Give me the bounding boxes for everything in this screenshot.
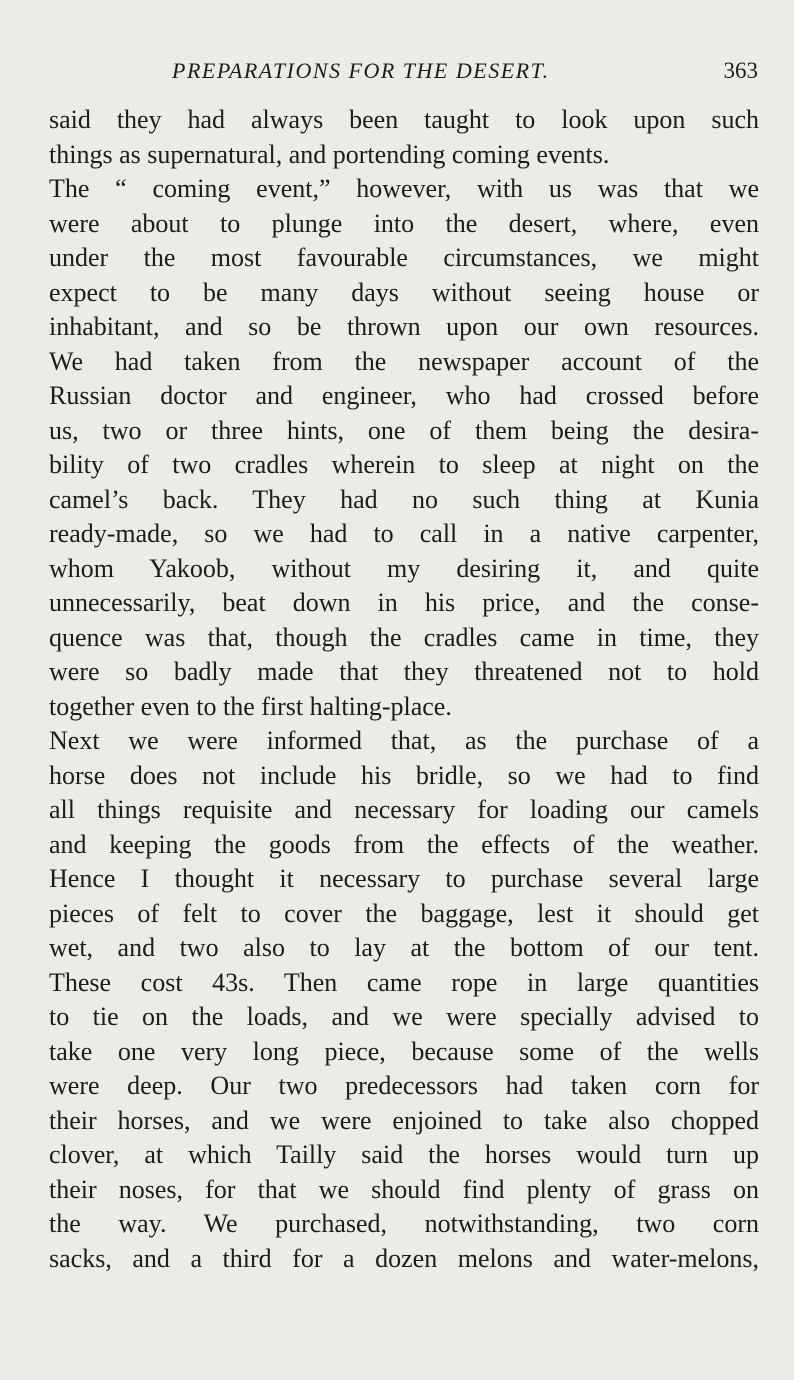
text-line: We had taken from the newspaper account of the (49, 346, 759, 376)
text-line: Russian doctor and engineer, who had crossed before (49, 381, 759, 410)
text-line: Hence I thought it necessary to purchase several large (49, 864, 759, 893)
body-text (49, 103, 759, 1276)
text-line: sacks, and a third for a dozen melons and water-melons, (49, 1243, 759, 1273)
text-line: the way. We purchased, notwithstanding, two corn (49, 1209, 759, 1238)
text-line: inhabitant, and so be thrown upon our own resources. (49, 312, 759, 341)
text-line: camel’s back. They had no such thing at Kunia (49, 484, 759, 514)
text-line: wet, and two also to lay at the bottom of our tent. (49, 933, 759, 962)
page-number: 363 (723, 58, 758, 83)
text-line: were deep. Our two predecessors had taken corn for (49, 1071, 759, 1100)
text-line: quence was that, though the cradles came in time, they (49, 622, 759, 652)
text-line: pieces of felt to cover the baggage, lest it should get (49, 898, 759, 928)
text-line: to tie on the loads, and we were specially advised to (49, 1002, 759, 1031)
text-line: whom Yakoob, without my desiring it, and quite (49, 553, 759, 583)
text-line: clover, at which Tailly said the horses would turn up (49, 1140, 759, 1169)
text-line: unnecessarily, beat down in his price, and the conse- (49, 588, 759, 617)
running-title: PREPARATIONS FOR THE DESERT. (172, 58, 550, 83)
text-line: their horses, and we were enjoined to take also chopped (49, 1105, 759, 1135)
text-line: horse does not include his bridle, so we had to find (49, 760, 759, 790)
text-line: said they had always been taught to look upon such (49, 105, 759, 134)
text-line: things as supernatural, and portending coming events. (49, 139, 610, 169)
text-line: The “ coming event,” however, with us was that we (49, 174, 759, 203)
text-line: were so badly made that they threatened not to hold (49, 657, 759, 686)
text-line: and keeping the goods from the effects of the weather. (49, 829, 759, 859)
text-line: us, two or three hints, one of them being the desira- (49, 415, 759, 445)
text-line: These cost 43s. Then came rope in large quantities (49, 967, 759, 997)
text-line: expect to be many days without seeing house or (49, 277, 759, 307)
text-line: together even to the first halting-place. (49, 691, 452, 721)
text-line: all things requisite and necessary for loading our camels (49, 795, 759, 824)
text-line: their noses, for that we should find plenty of grass on (49, 1174, 759, 1204)
text-line: were about to plunge into the desert, where, even (49, 208, 759, 238)
text-line: ready-made, so we had to call in a native carpenter, (49, 519, 759, 548)
text-line: Next we were informed that, as the purchase of a (49, 726, 759, 755)
text-line: bility of two cradles wherein to sleep at night on the (49, 450, 759, 479)
running-head (0, 58, 794, 92)
text-line: under the most favourable circumstances, we might (49, 243, 759, 272)
text-line: take one very long piece, because some of the wells (49, 1036, 759, 1066)
